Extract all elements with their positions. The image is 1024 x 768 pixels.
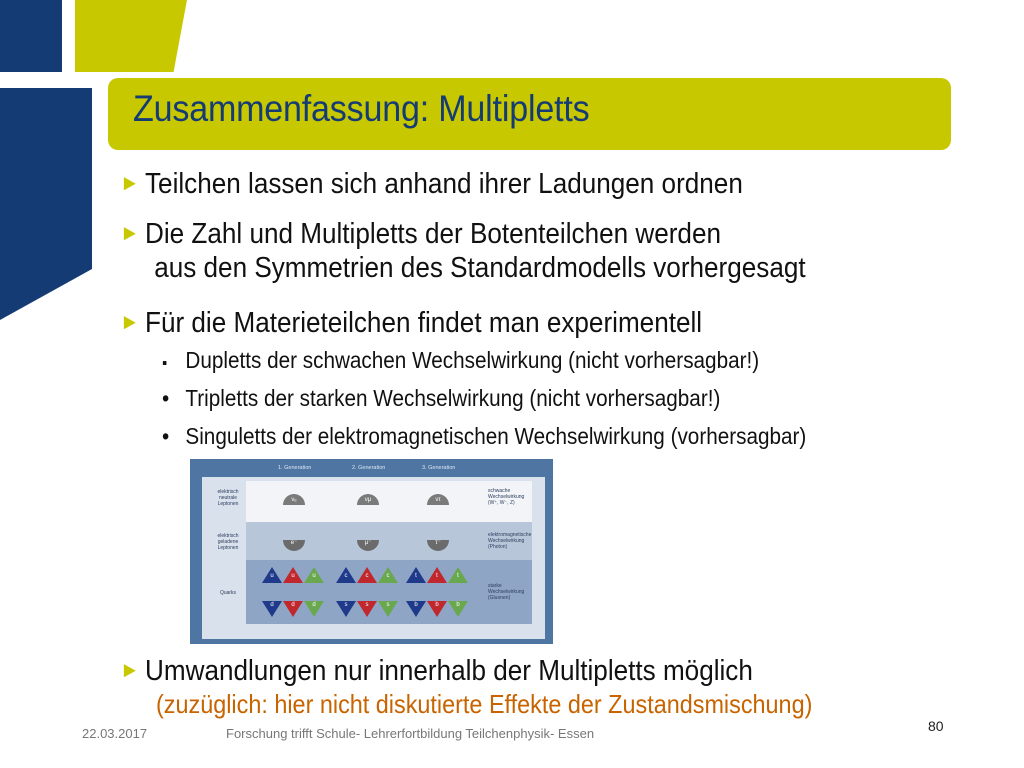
neutrino-tau-symbol: ντ: [427, 494, 449, 505]
slide-title: Zusammenfassung: Multipletts: [133, 88, 590, 129]
bullet-4: ► Umwandlungen nur innerhalb der Multipletts möglich: [120, 655, 753, 687]
label-strong-interaction: starke Wechselwirkung (Gluonen): [488, 583, 525, 601]
arrow-bullet-icon: ►: [120, 220, 140, 245]
dot-bullet-icon: •: [162, 385, 170, 411]
tau-symbol: τ⁻: [427, 540, 449, 551]
subbullet-2: • Tripletts der starken Wechselwirkung (nicht vorhersagbar!): [162, 385, 721, 411]
quark-label: b: [414, 602, 418, 608]
footer-date: 22.03.2017: [82, 726, 148, 741]
dot-bullet-icon: •: [162, 423, 170, 449]
subbullet-3: • Singuletts der elektromagnetischen Wechselwirkung (vorhersagbar): [162, 423, 807, 449]
generation-label: 1. Generation: [278, 465, 312, 471]
bullet-1: ► Teilchen lassen sich anhand ihrer Ladungen ordnen: [120, 168, 743, 200]
quark-label: c: [344, 573, 348, 579]
quark-label: u: [312, 573, 316, 579]
footer-text: Forschung trifft Schule- Lehrerfortbildung Teilchenphysik- Essen: [226, 726, 595, 741]
quark-label: s: [386, 602, 390, 608]
label-em-interaction: elektromagnetische Wechselwirkung (Photon): [488, 532, 532, 550]
label-neutral-leptons: elektrisch neutrale Leptonen: [217, 489, 239, 507]
bullet-2: ► Die Zahl und Multipletts der Botenteilchen werden aus den Symmetrien des Standardmodells vorhergesagt: [120, 218, 806, 284]
square-bullet-icon: ▪: [162, 355, 168, 372]
quark-label: s: [344, 602, 348, 608]
quark-label: b: [456, 602, 460, 608]
quark-label: t: [457, 573, 459, 579]
quark-label: u: [291, 573, 295, 579]
arrow-bullet-icon: ►: [120, 657, 140, 682]
subbullet-1: ▪ Dupletts der schwachen Wechselwirkung (nicht vorhersagbar!): [162, 346, 759, 378]
arrow-bullet-icon: ►: [120, 170, 140, 195]
logo-shape-yellow: [75, 0, 187, 72]
bullet-4-note: (zuzüglich: hier nicht diskutierte Effekte der Zustandsmischung): [156, 689, 813, 719]
quark-label: c: [386, 573, 390, 579]
quark-label: t: [415, 573, 417, 579]
label-charged-leptons: elektrisch geladene Leptonen: [217, 533, 239, 551]
electron-symbol: e⁻: [283, 540, 305, 551]
quark-label: c: [365, 573, 369, 579]
generation-label: 3. Generation: [422, 465, 456, 471]
logo-square-navy: [0, 0, 62, 72]
neutrino-mu-symbol: νμ: [357, 494, 379, 505]
label-quarks: Quarks: [219, 590, 237, 596]
muon-symbol: μ⁻: [357, 540, 379, 551]
quark-label: s: [365, 602, 369, 608]
quark-label: d: [291, 602, 295, 608]
page-number: 80: [928, 718, 944, 734]
arrow-bullet-icon: ►: [120, 309, 140, 334]
quark-label: u: [270, 573, 274, 579]
quark-label: d: [312, 602, 316, 608]
bullet-3: ► Für die Materieteilchen findet man experimentell: [120, 307, 703, 339]
generation-label: 2. Generation: [352, 465, 386, 471]
neutrino-e-symbol: νₑ: [283, 494, 305, 505]
quark-label: t: [436, 573, 438, 579]
label-weak-interaction: schwache Wechselwirkung (W⁺, W⁻, Z): [488, 488, 525, 506]
quark-label: d: [270, 602, 274, 608]
logo-shape-navy-lower: [0, 88, 92, 320]
quark-label: b: [435, 602, 439, 608]
